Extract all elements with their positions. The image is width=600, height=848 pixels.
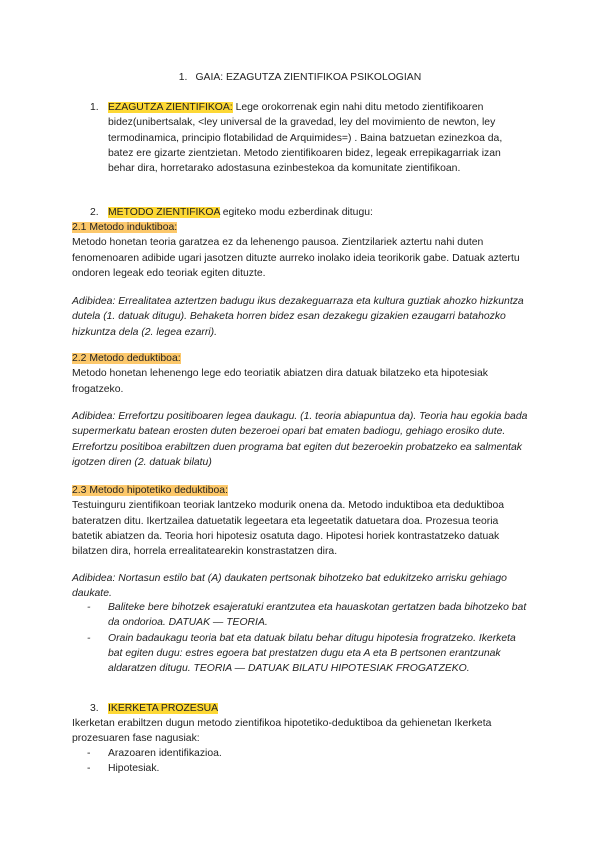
section-2-text: egiteko modu ezberdinak ditugu: <box>219 207 373 218</box>
title-number: 1. <box>178 72 188 83</box>
method-hd-example: Adibidea: Nortasun estilo bat (A) daukaten pertsonak bihotzeko bat edukitzeko arrisku gehiago daukate. <box>72 573 507 600</box>
section-1 <box>90 100 528 176</box>
section-2-paragraph <box>108 205 528 220</box>
method-deductive-text: Metodo honetan lehenengo lege edo teoriatik abiatzen dira datuak bilatzeko eta hipotesiak frogatzeko. <box>72 368 488 395</box>
bullet-text: Hipotesiak. <box>108 763 160 775</box>
method-deductive-example: Adibidea: Errefortzu positiboaren legea daukagu. (1. teoria abiapuntua da). Teoria hau egokia bada supermerkatu batean erosten duten bezeroei opari bat ematen badiogu, gehiago erosiko dute. Errefortzu positiboa erabiltzen duen programa bat egiten dut bezeroekin probatzeko ea salmentak igotzen diren (2. datuak bilatu) <box>72 411 528 468</box>
section-2-heading: METODO ZIENTIFIKOA <box>108 207 220 218</box>
method-hypothetico-deductive <box>72 483 528 559</box>
section-1-paragraph <box>108 100 528 176</box>
section-2-number: 2. <box>90 207 99 218</box>
section-3-number: 3. <box>90 703 99 714</box>
document-title <box>0 70 600 85</box>
bullet-text: Orain badaukagu teoria bat eta datuak bilatu behar ditugu hipotesia frogratzeko. Ikerketa bat egiten dugu: estres egoera bat prestatzen dugu eta A eta B pertsonen erantzunak aldaratzen ditugu. TEORIA — DATUAK BILATU HIPOTESIAK FROGATZEKO. <box>108 632 516 675</box>
dash-bullet: - <box>87 763 91 775</box>
method-hd-bullets <box>87 600 528 676</box>
method-hd-text: Testuinguru zientifikoan teoriak lantzeko modurik onena da. Metodo induktiboa eta deduktiboa bateratzen ditu. Ikertzailea datuetatik legeetara eta legeetatik datuetara doa. Prozesua teoria batetik abiatzen da. Teoria hori hipotesiz osatuta dago. Hipotesi horiek kontrastatzeko datuak bilatzen dira, horrela errealitatearekin konstrastatzen dira. <box>72 500 505 558</box>
dash-bullet: - <box>87 748 91 759</box>
method-deductive <box>72 351 528 397</box>
bullet-text: Baliteke bere bihotzek esajeratuki erantzutea eta hauaskotan gertatzen bada bihotzeko bat da ondorioa. DATUAK — TEORIA. <box>108 602 527 629</box>
section-3-heading: IKERKETA PROZESUA <box>108 703 219 714</box>
section-1-number: 1. <box>90 102 99 113</box>
section-2 <box>90 205 528 220</box>
method-inductive-example: Adibidea: Errealitatea aztertzen badugu ikus dezakeguarraza eta kultura guztiak ahozko hizkuntza dutela (1. datuak ditugu). Behaketa horren bidez esan dezakegu gizakien ezaugarri batahozko hizkuntza dela (2. legea ezarri). <box>72 296 524 338</box>
dash-bullet: - <box>87 632 91 644</box>
section-3 <box>90 701 528 716</box>
bullet-text: Arazoaren identifikazioa. <box>108 748 222 759</box>
list-item <box>87 746 528 761</box>
method-inductive-text: Metodo honetan teoria garatzea ez da lehenengo pausoa. Zientzilariek aztertu nahi duten fenomenoaren adibide ugari jasotzen dituzte aurreko inolako ideia teorikorik gabe. Datuak aztertu ondoren legeak edo teoriak egiten dituzte. <box>72 237 520 279</box>
section-3-text: Ikerketan erabiltzen dugun metodo zientifikoa hipotetiko-deduktiboa da gehienetan Ikerketa prozesuaren fase nagusiak: <box>72 718 492 745</box>
list-item <box>87 600 528 631</box>
title-text: GAIA: EZAGUTZA ZIENTIFIKOA PSIKOLOGIAN <box>195 72 422 83</box>
method-inductive-heading: 2.1 Metodo induktiboa: <box>72 222 178 233</box>
method-hd-heading: 2.3 Metodo hipotetiko deduktiboa: <box>72 485 228 496</box>
method-inductive <box>72 220 528 281</box>
method-deductive-heading: 2.2 Metodo deduktiboa: <box>72 353 181 364</box>
list-item <box>87 631 528 677</box>
section-1-text: Lege orokorrenak egin nahi ditu metodo zientifikoaren bidez(unibertsalak, <ley universal de la gravedad, ley del movimiento de newton, ley termodinamica, principio flotabilidad de Arquimides=) . Baina batzuetan ezinezkoa da, batez ere gizarte zientzietan. Metodo zientifikoaren bidez, legeak errepikagarriak izan behar dira, horretarako adostasuna ezinbestekoa da komunitate zientifikoan. <box>108 102 503 175</box>
dash-bullet: - <box>87 602 91 613</box>
section-1-heading: EZAGUTZA ZIENTIFIKOA: <box>108 102 233 113</box>
list-item <box>87 761 528 776</box>
section-3-bullets <box>87 746 528 777</box>
